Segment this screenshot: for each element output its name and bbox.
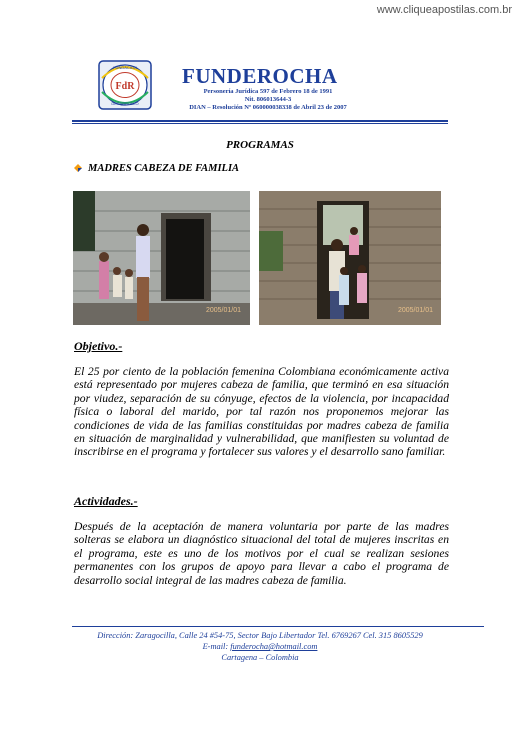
section-title: PROGRAMAS	[226, 139, 294, 151]
fundation-logo	[98, 60, 152, 110]
footer-city: Cartagena – Colombia	[221, 653, 299, 662]
legal-line-3: DIAN – Resolución Nº 060000038338 de Abril 23 de 2007	[189, 104, 347, 111]
photo-2-date: 2005/01/01	[397, 307, 433, 314]
logo-bottom-text: DESARROLLO	[111, 101, 139, 106]
objetivo-paragraph: El 25 por ciento de la población femenina Colombiana económicamente activa está representado por mujeres cabeza de familia, que terminó en esa situación por viudez, separación de su cónyuge, efectos de la violencia, por incapacidad física o laboral del marido, por tal razón nos proponemos mejorar las condiciones de vida de las familias constituidas por madres cabeza de familia en situación de marginalidad y vulnerabilidad, que manifiesten su voluntad de inscribirse en el programa y fortalecer sus valores y el desarrollo sano familiar.	[74, 365, 449, 459]
subsection-title: MADRES CABEZA DE FAMILIA	[88, 163, 240, 174]
header-rule	[72, 120, 448, 122]
footer-rule	[72, 626, 484, 627]
legal-line-2: Nit. 806013644-3	[244, 96, 292, 103]
logo-initials: FdR	[115, 81, 135, 92]
actividades-paragraph: Después de la aceptación de manera voluntaria por parte de las madres solteras se elabora un diagnóstico situacional del total de mujeres inscritas en el programa, este es uno de los motivos por el cual se realizan sesiones permanentes con los grupos de apoyo para llevar a cabo el programa de desarrollo social integral de las madres cabeza de familia.	[74, 520, 449, 587]
photo-family-1	[73, 191, 250, 325]
diamond-bullet-icon	[74, 164, 82, 172]
footer-email-label: E-mail:	[202, 642, 231, 651]
watermark: www.cliqueapostilas.com.br	[376, 4, 512, 16]
objetivo-heading: Objetivo.-	[74, 339, 123, 353]
legal-line-1: Personería Jurídica 597 de Febrero 18 de 1991	[203, 88, 333, 95]
logo-top-text: FUNDACION	[113, 65, 137, 70]
brand-title: FUNDEROCHA	[182, 64, 338, 88]
actividades-heading: Actividades.-	[74, 494, 138, 508]
photo-family-2	[259, 191, 441, 325]
footer-email-link[interactable]: funderocha@hotmail.com	[230, 642, 318, 651]
photo-1-date: 2005/01/01	[205, 307, 241, 314]
header-rule-thin	[72, 123, 448, 124]
footer-address: Dirección: Zaragocilla, Calle 24 #54-75, Sector Bajo Libertador Tel. 6769267 Cel. 315 8605529	[97, 631, 423, 640]
footer-email-line	[0, 642, 520, 651]
subsection-heading	[74, 163, 239, 174]
